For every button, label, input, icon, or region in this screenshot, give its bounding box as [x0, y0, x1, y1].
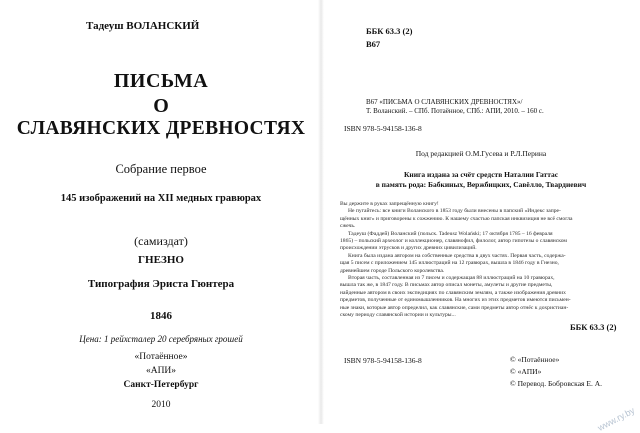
catalog-line-1: В67 «ПИСЬМА О СЛАВЯНСКИХ ДРЕВНОСТЯХ»/: [366, 98, 523, 106]
annotation-line: найденные автором в своих экспедициях по славянским землям, а также изображения древних: [340, 289, 566, 296]
annotation-line: щённых книг» и приговорены к сожжению. К нашему счастью папская инквизиция не всё смогла: [340, 215, 573, 222]
title-line-3: СЛАВЯНСКИХ ДРЕВНОСТЯХ: [16, 118, 306, 139]
annotation-line: предметов, полученные от единомышленников. На многих из этих предметов имеются письмен-: [340, 297, 571, 304]
place: Санкт-Петербург: [123, 380, 199, 390]
annotation-line: древнейшем городе Польского королевства.: [340, 267, 445, 274]
annotation-line: щая 5 писем с приложением 145 иллюстраций на 12 гравюрах, вышла в 1846 году в Гнезно,: [340, 260, 559, 267]
annotation-line: происхождении этрусков и других древних цивилизаций.: [340, 245, 477, 252]
publication-year: 2010: [151, 400, 171, 410]
title-line-2: О: [153, 95, 169, 117]
annotation-line: Вы держите в руках запрещённую книгу!: [340, 201, 439, 207]
funded-line-1: Книга издана за счёт средств Наталии Гаттас: [403, 170, 559, 179]
author-name: Тадеуш ВОЛАНСКИЙ: [86, 20, 200, 32]
editors: Под редакцией О.М.Гусева и Р.Л.Перина: [415, 149, 547, 158]
isbn-top: ISBN 978-5-94158-136-8: [344, 124, 422, 133]
bbk-top: ББК 63.3 (2): [366, 26, 413, 36]
title-line-1: ПИСЬМА: [113, 70, 209, 92]
watermark: www.ry.by: [595, 405, 636, 433]
print-year: 1846: [150, 310, 172, 322]
annotation-line: вышла так же, в 1847 году. В письмах автор описал монеты, амулеты и другие предметы,: [340, 282, 553, 289]
city: ГНЕЗНО: [138, 254, 184, 266]
copyright-2: © «АПИ»: [510, 367, 542, 376]
subtitle: 145 изображений на XII медных гравюрах: [60, 193, 262, 204]
publisher-2: «АПИ»: [145, 366, 177, 376]
annotation-line: Не пугайтесь: все книги Воланского в 1853 году были внесены в папский «Индекс запре-: [348, 208, 561, 215]
annotation-line: сжечь.: [340, 223, 356, 230]
right-page: [322, 0, 640, 433]
isbn-bottom: ISBN 978-5-94158-136-8: [344, 356, 422, 365]
catalog-line-2: Т. Воланский. – СПб. Потаённое, СПб.: АПИ, 2010. – 160 с.: [366, 107, 544, 115]
annotation-line: 1865) – польский археолог и коллекционер, славянофил, филолог, автор гипотезы о славянском: [340, 238, 567, 245]
left-page: [0, 0, 322, 424]
collection-label: Собрание первое: [115, 162, 207, 176]
book-code: В67: [366, 39, 381, 49]
annotation-text: [340, 201, 638, 320]
samizdat-label: (самиздат): [134, 234, 188, 248]
annotation-line: скому периоду славянской истории и культуры...: [340, 312, 456, 319]
annotation-line: Тадеуш (Фаддей) Воланский (польск. Tadeusz Wolański; 17 октября 1785 – 16 февраля: [348, 230, 553, 237]
copyright-1: © «Потаённое»: [510, 355, 560, 364]
publisher-1: «Потаённое»: [134, 352, 188, 362]
annotation-line: Вторая часть, составленная из 7 писем и содержащая 88 иллюстраций на 10 гравюрах,: [348, 275, 555, 282]
funded-line-2: в память рода: Бабкиных, Вержбицких, Савёлло, Твардиевич: [375, 180, 587, 189]
bbk-bottom: ББК 63.3 (2): [570, 322, 617, 332]
printer: Типография Эриста Гюнтера: [87, 278, 235, 290]
annotation-line: ные знаки, которые автор определил, как славянские, сами предметы автор отнёс к дохристиан-: [340, 304, 569, 311]
annotation-line: Книга была издана автором на собственные средства в двух частях. Первая часть, содержа-: [348, 252, 566, 259]
copyright-3: © Перевод. Бобровская Е. А.: [510, 379, 602, 388]
price: Цена: 1 рейхсталер 20 серебряных грошей: [79, 334, 243, 344]
